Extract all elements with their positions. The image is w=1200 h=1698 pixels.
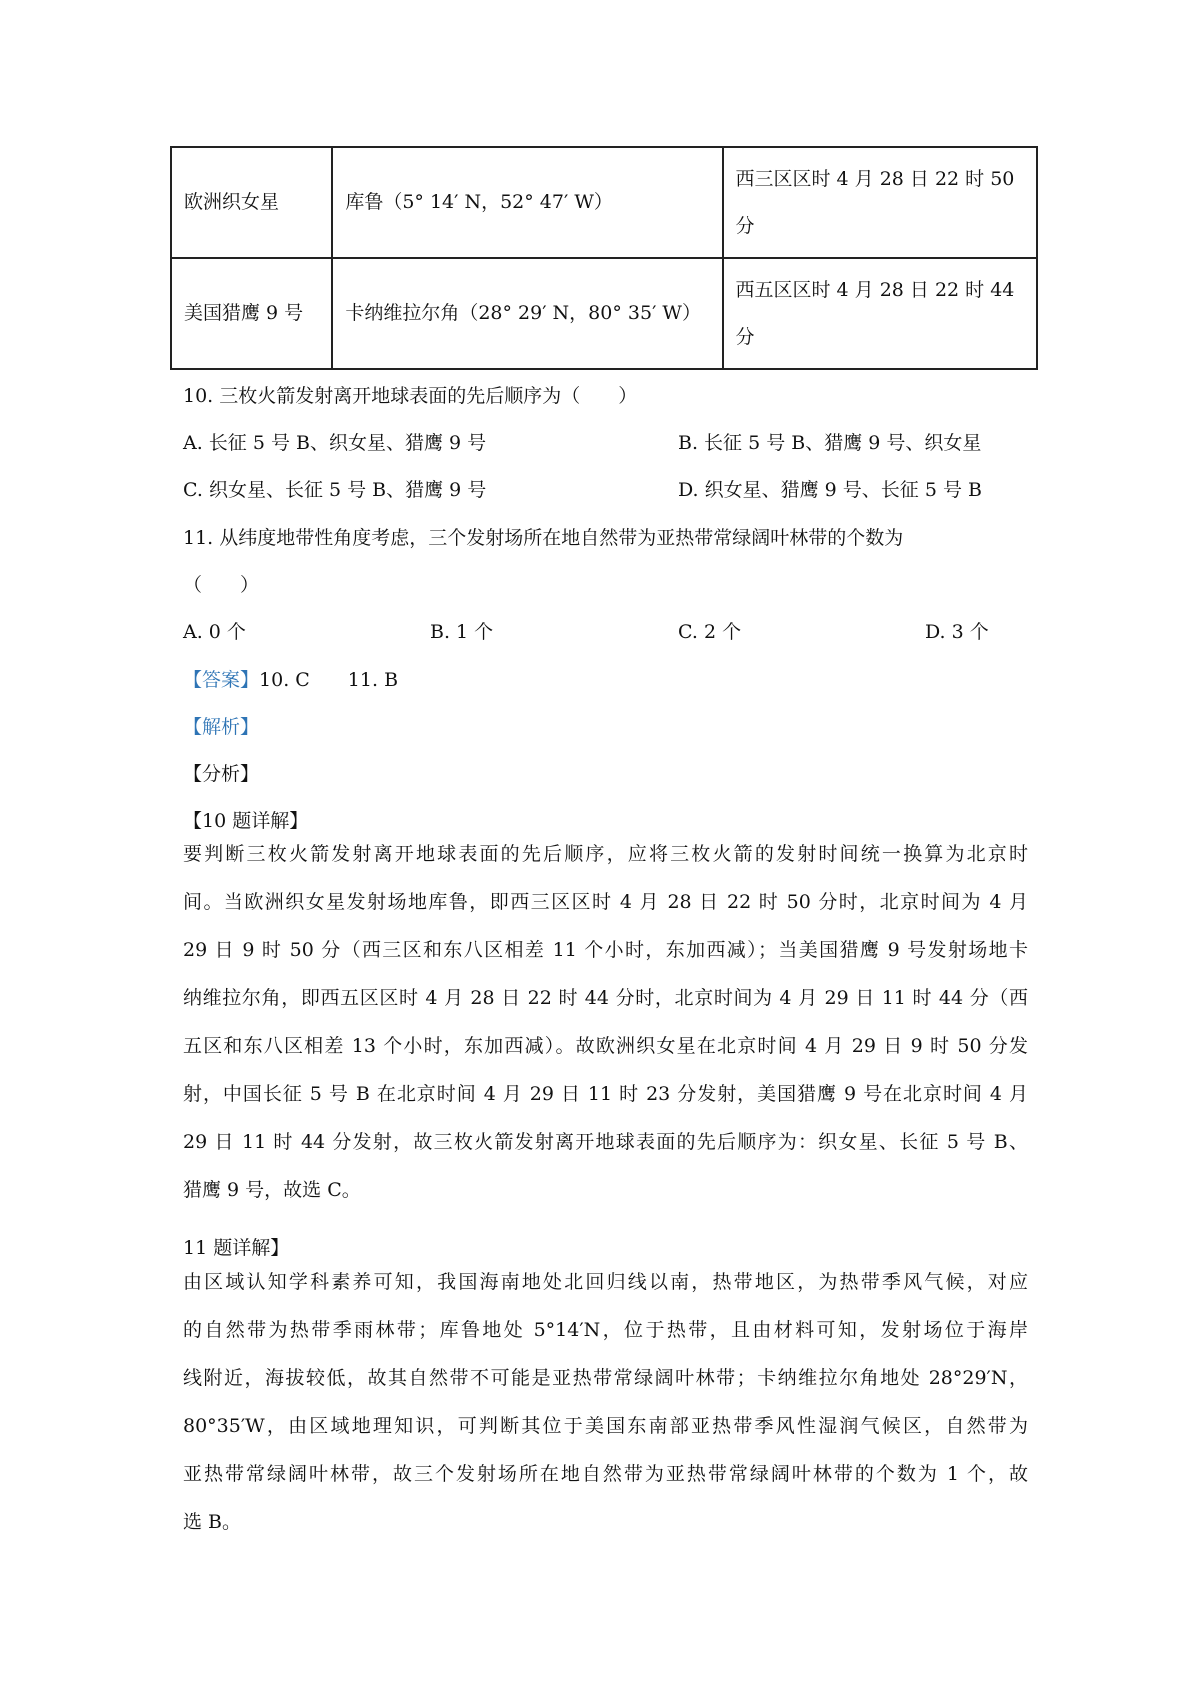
fenxi-label: 【分析】 xyxy=(183,763,260,785)
answer-text: 10. C 11. B xyxy=(259,669,399,691)
q11-detail-paragraph xyxy=(183,1258,1028,1546)
question-10-stem: 10. 三枚火箭发射离开地球表面的先后顺序为（ ） xyxy=(183,385,638,407)
rocket-name-cell: 美国猎鹰 9 号 xyxy=(171,258,332,369)
q11-option-b: B. 1 个 xyxy=(430,621,494,643)
q11-option-c: C. 2 个 xyxy=(678,621,742,643)
paragraph-line: 五区和东八区相差 13 个小时，东加西减）。故欧洲织女星在北京时间 4 月 29 日 9 时 50 分发 xyxy=(183,1035,1028,1057)
q11-option-a: A. 0 个 xyxy=(183,621,246,643)
paragraph-line: 80°35′W，由区域地理知识，可判断其位于美国东南部亚热带季风性湿润气候区，自然带为 xyxy=(183,1415,1028,1437)
question-11-stem: 11. 从纬度地带性角度考虑，三个发射场所在地自然带为亚热带常绿阔叶林带的个数为 xyxy=(183,527,904,549)
paragraph-line: 由区域认知学科素养可知，我国海南地处北回归线以南，热带地区，为热带季风气候，对应 xyxy=(183,1271,1028,1293)
paragraph-line: 猎鹰 9 号，故选 C。 xyxy=(183,1179,361,1201)
paragraph-line: 亚热带常绿阔叶林带，故三个发射场所在地自然带为亚热带常绿阔叶林带的个数为 1 个，故 xyxy=(183,1463,1028,1485)
launch-time-cell xyxy=(723,258,1038,369)
paragraph-line: 29 日 11 时 44 分发射，故三枚火箭发射离开地球表面的先后顺序为：织女星、长征 5 号 B、 xyxy=(183,1131,1028,1153)
q10-option-d: D. 织女星、猎鹰 9 号、长征 5 号 B xyxy=(678,479,982,501)
paragraph-line: 线附近，海拔较低，故其自然带不可能是亚热带常绿阔叶林带；卡纳维拉尔角地处 28°29′N， xyxy=(183,1367,1028,1389)
answer-line xyxy=(183,665,398,695)
launch-time-line: 西三区区时 4 月 28 日 22 时 50 xyxy=(735,167,1015,190)
launch-time-line: 分 xyxy=(735,214,755,237)
launch-site-cell: 库鲁（5° 14′ N，52° 47′ W） xyxy=(332,147,722,258)
analysis-label: 【解析】 xyxy=(183,716,260,738)
answer-label: 【答案】 xyxy=(183,669,260,691)
q11-detail-heading: 11 题详解】 xyxy=(183,1237,290,1259)
launch-table xyxy=(170,146,1038,370)
paragraph-line: 间。当欧洲织女星发射场地库鲁，即西三区区时 4 月 28 日 22 时 50 分时，北京时间为 4 月 xyxy=(183,891,1028,913)
launch-time-cell xyxy=(723,147,1038,258)
paragraph-line: 要判断三枚火箭发射离开地球表面的先后顺序，应将三枚火箭的发射时间统一换算为北京时 xyxy=(183,843,1028,865)
rocket-name-cell: 欧洲织女星 xyxy=(171,147,332,258)
q10-option-c: C. 织女星、长征 5 号 B、猎鹰 9 号 xyxy=(183,479,487,501)
paragraph-line: 选 B。 xyxy=(183,1511,242,1533)
paragraph-line: 纳维拉尔角，即西五区区时 4 月 28 日 22 时 44 分时，北京时间为 4 月 29 日 11 时 44 分（西 xyxy=(183,987,1028,1009)
q10-option-a: A. 长征 5 号 B、织女星、猎鹰 9 号 xyxy=(183,432,487,454)
table-row xyxy=(171,258,1037,369)
q11-option-d: D. 3 个 xyxy=(925,621,989,643)
launch-time-line: 西五区区时 4 月 28 日 22 时 44 xyxy=(735,278,1015,301)
paragraph-line: 的自然带为热带季雨林带；库鲁地处 5°14′N，位于热带，且由材料可知，发射场位于海岸 xyxy=(183,1319,1028,1341)
q10-option-b: B. 长征 5 号 B、猎鹰 9 号、织女星 xyxy=(678,432,982,454)
launch-time-line: 分 xyxy=(735,325,755,348)
table-row xyxy=(171,147,1037,258)
q10-detail-paragraph xyxy=(183,830,1028,1214)
question-11-stem-cont: （ ） xyxy=(183,574,260,596)
launch-site-cell: 卡纳维拉尔角（28° 29′ N，80° 35′ W） xyxy=(332,258,722,369)
paragraph-line: 射，中国长征 5 号 B 在北京时间 4 月 29 日 11 时 23 分发射，美国猎鹰 9 号在北京时间 4 月 xyxy=(183,1083,1028,1105)
q10-detail-heading: 【10 题详解】 xyxy=(183,810,309,832)
paragraph-line: 29 日 9 时 50 分（西三区和东八区相差 11 个小时，东加西减）；当美国猎鹰 9 号发射场地卡 xyxy=(183,939,1028,961)
